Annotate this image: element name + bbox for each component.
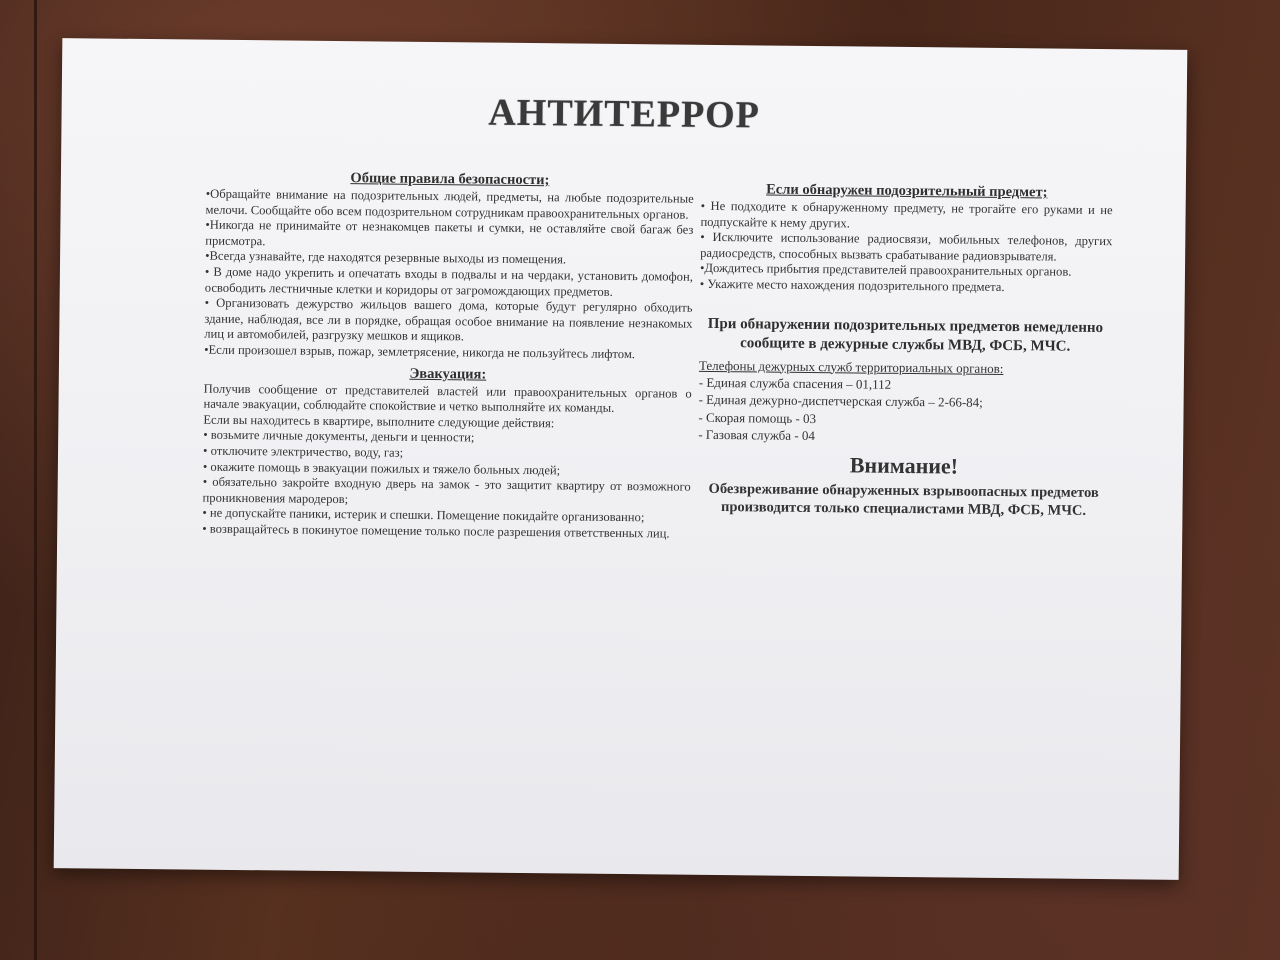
document-title: АНТИТЕРРОР <box>488 91 761 137</box>
evacuation-item: • возвращайтесь в покинутое помещение только после разрешения ответственных лиц. <box>202 521 670 541</box>
evacuation-apartment-intro: Если вы находитесь в квартире, выполните следующие действия: <box>203 412 555 431</box>
evacuation-item: • возьмите личные документы, деньги и ценности; <box>203 427 475 445</box>
attention-heading: Внимание! <box>849 451 959 479</box>
table-surface-seam <box>34 0 37 960</box>
antiterror-notice-sheet <box>54 38 1188 880</box>
general-rule-item: • Организовать дежурство жильцов вашего дома, которые будут регулярно обходить здание, наблюдая, все ли в порядке, обращая особое внимание на появление незнакомых лиц и автомобилей, разгрузку мешков и ящиков. <box>204 295 693 344</box>
left-column <box>202 168 694 543</box>
evacuation-heading: Эвакуация: <box>409 365 487 383</box>
suspicious-object-item: •Дождитесь прибытия представителей правоохранительных органов. <box>699 261 1072 280</box>
general-rule-item: • В доме надо укрепить и опечатать входы в подвалы и на чердаки, установить домофон, освободить лестничные клетки и коридоры от загромождающих предметов. <box>204 264 693 299</box>
evacuation-item: • обязательно закройте входную дверь на замок - это защитит квартиру от возможного проникновения мародеров; <box>202 474 691 506</box>
phones-heading: Телефоны дежурных служб территориальных органов: <box>698 357 1004 376</box>
general-rules-heading: Общие правила безопасности; <box>350 170 550 189</box>
general-rule-item: •Обращайте внимание на подозрительных людей, предметы, на любые подозрительные мелочи. Сообщайте обо всем подозрительном сотрудникам правоохранительных органов. <box>205 186 694 222</box>
right-column <box>697 180 1113 521</box>
report-notice: При обнаружении подозрительных предметов немедленно сообщите в дежурные службы МВД, ФСБ, МЧС. <box>707 315 1104 355</box>
general-rule-item: •Если произошел взрыв, пожар, землетрясение, никогда не пользуйтесь лифтом. <box>204 342 636 362</box>
suspicious-object-item: • Исключите использование радиосвязи, мобильных телефонов, других радиосредств, способных вызвать срабатывание радиовзрывателя. <box>700 230 1113 264</box>
phone-item: - Единая служба спасения – 01,112 <box>698 374 892 392</box>
evacuation-item: • окажите помощь в эвакуации пожилых и тяжело больных людей; <box>202 459 561 477</box>
general-rule-item: •Никогда не принимайте от незнакомцев пакеты и сумки, не оставляйте свой багаж без присмотра. <box>205 217 694 249</box>
evacuation-intro: Получив сообщение от представителей властей или правоохранительных органов о начале эвакуации, соблюдайте спокойствие и четко выполняйте их команды. <box>203 381 692 416</box>
suspicious-object-heading: Если обнаружен подозрительный предмет; <box>766 181 1048 201</box>
phone-item: - Единая дежурно-диспетчерская служба – 2-66-84; <box>698 391 983 410</box>
evacuation-item: • отключите электричество, воду, газ; <box>202 443 404 460</box>
general-rule-item: •Всегда узнавайте, где находятся резервные выходы из помещения. <box>205 249 567 267</box>
evacuation-item: • не допускайте паники, истерик и спешки. Помещение покидайте организованно; <box>202 505 645 525</box>
phone-item: - Газовая служба - 04 <box>698 426 816 444</box>
suspicious-object-item: • Не подходите к обнаруженному предмету, не трогайте его руками и не подпускайте к нему других. <box>700 198 1113 230</box>
phone-item: - Скорая помощь - 03 <box>698 409 817 426</box>
final-note: Обезвреживание обнаруженных взрывоопасных предметов производится только специалистами МВД, ФСБ, МЧС. <box>708 480 1099 519</box>
suspicious-object-item: • Укажите место нахождения подозрительного предмета. <box>699 276 1005 294</box>
